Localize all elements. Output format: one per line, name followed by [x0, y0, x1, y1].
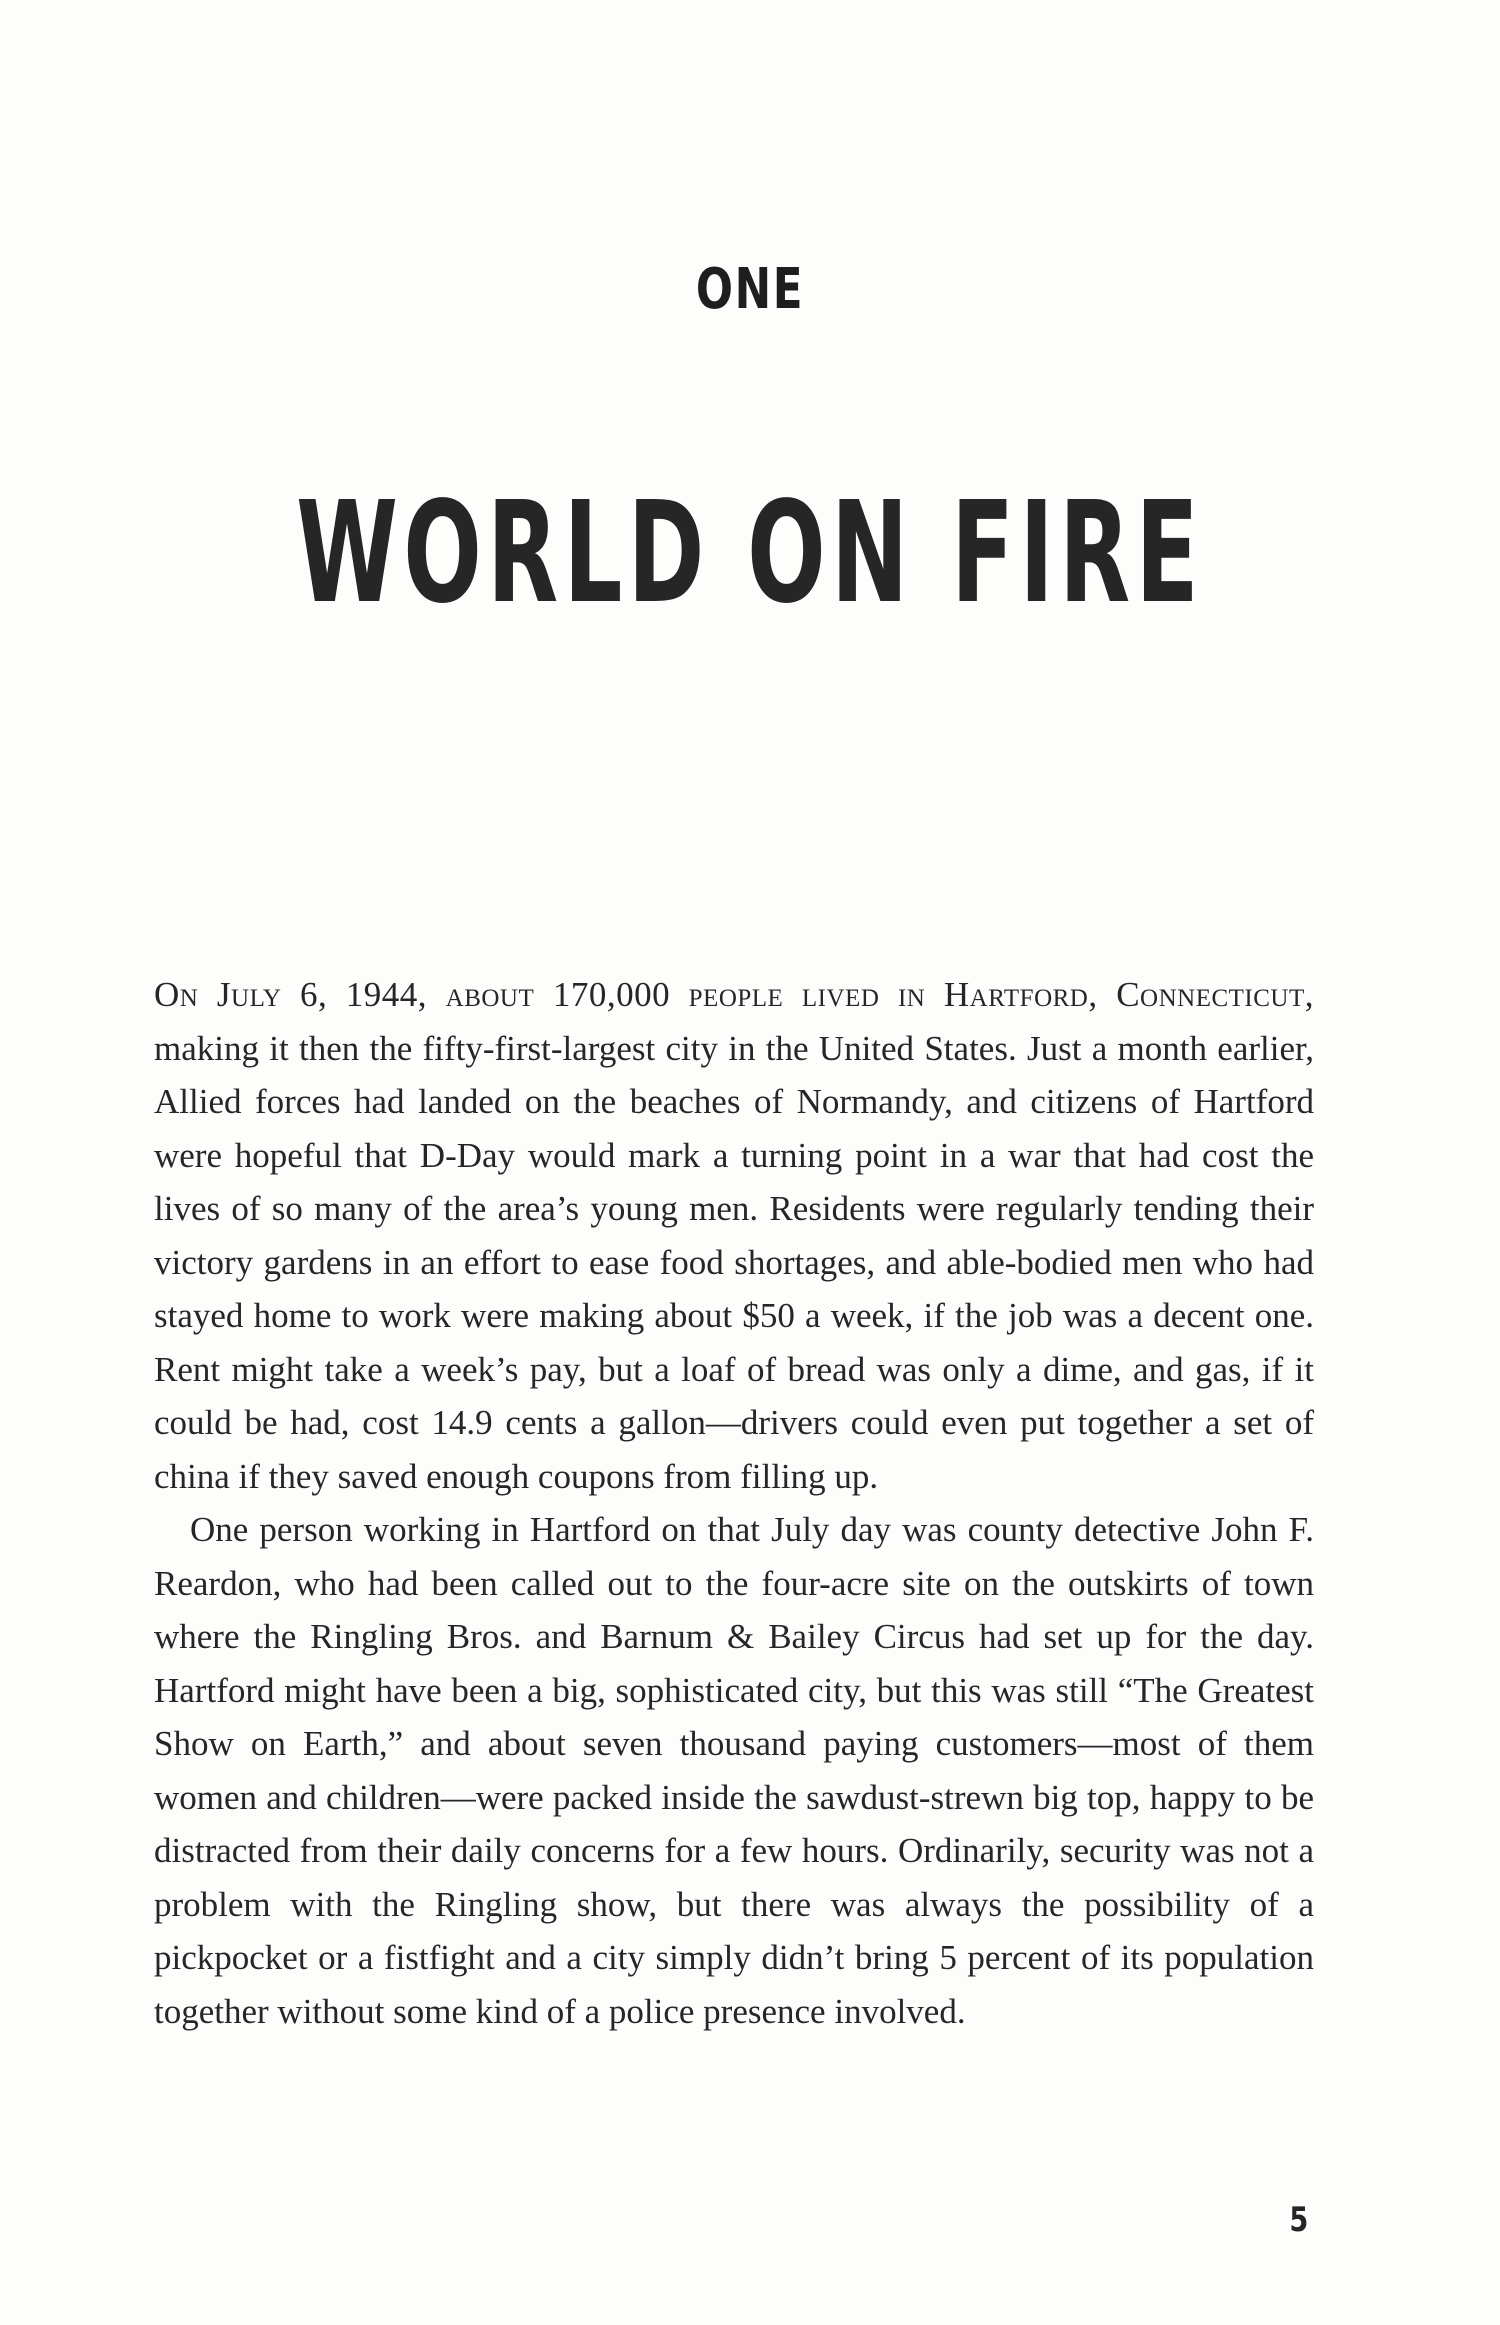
paragraph-2: One person working in Hartford on that July day was county detective John F. Reardon, who had been called out to the four-acre site on the outskirts of town where the Ringling Bros. and Barnum & Bailey Circus had set up for the day. Hartford might have been a big, sophisticated city, but this was still “The Greatest Show on Earth,” and about seven thousand paying customers—most of them women and children—were packed inside the sawdust-strewn big top, happy to be distracted from their daily concerns for a few hours. Ordinarily, security was not a problem with the Ringling show, but there was always the possibility of a pickpocket or a fistfight and a city simply didn’t bring 5 percent of its population together without some kind of a police presence involved.	[154, 1510, 1314, 2031]
chapter-number: ONE	[695, 257, 805, 322]
paragraph-1-text: making it then the fifty-first-largest city in the United States. Just a month earlier, Allied forces had landed on the beaches of Normandy, and citizens of Hartford were hopeful that D-Day would mark a turning point in a war that had cost the lives of so many of the area’s young men. Residents were regularly tending their victory gardens in an effort to ease food shortages, and able-bodied men who had stayed home to work were making about $50 a week, if the job was a decent one. Rent might take a week’s pay, but a loaf of bread was only a dime, and gas, if it could be had, cost 14.9 cents a gallon—drivers could even put together a set of china if they saved enough coupons from filling up.	[154, 1028, 1314, 1496]
paragraph-1-lead-in: On July 6, 1944, about 170,000 people lived in Hartford, Connecticut,	[154, 975, 1314, 1014]
paragraph-1	[154, 968, 1314, 1503]
body-text	[154, 968, 1314, 2038]
page-number: 5	[1289, 2200, 1309, 2240]
chapter-title: WORLD ON FIRE	[296, 472, 1204, 635]
